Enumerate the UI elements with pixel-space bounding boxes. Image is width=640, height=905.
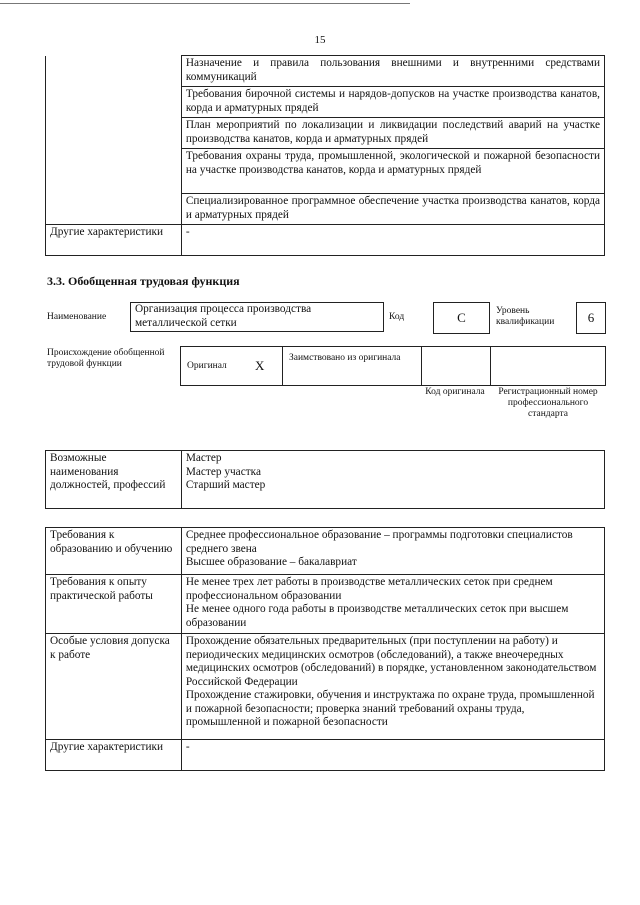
conditions-label: Особые условия допуска к работе (46, 634, 182, 740)
function-name-value: Организация процесса производства металлической сетки (130, 302, 384, 332)
requirement-item: Высшее образование – бакалавриат (185, 556, 357, 568)
reg-number-caption: Регистрационный номер профессионального стандарта (498, 387, 598, 419)
table-cell: Специализированное программное обеспечение участка производства канатов, корда и арматурных прядей (181, 194, 604, 225)
position-item: Мастер участка (185, 465, 261, 478)
other-characteristics-label: Другие характеристики (46, 740, 182, 771)
divider (490, 347, 491, 385)
other-characteristics-value: - (181, 225, 604, 256)
requirement-item: Прохождение стажировки, обучения и инструктажа по охране труда, промышленной и пожарной безопасности; проверка знаний требований охраны труда, промышленной и пожарной безопасности (185, 689, 595, 728)
original-mark: X (255, 358, 265, 373)
table-cell: Требования охраны труда, промышленной, экологической и пожарной безопасности на участке производства канатов, корда и арматурных прядей (181, 149, 604, 194)
original-label: Оригинал (187, 361, 227, 371)
origin-box (180, 346, 606, 386)
requirements-table (45, 527, 605, 771)
requirement-item: Среднее профессиональное образование – программы подготовки специалистов среднего звена (185, 529, 573, 555)
requirement-item: Не менее трех лет работы в производстве металлических сеток при среднем профессиональном образовании (185, 576, 553, 602)
other-characteristics-label: Другие характеристики (46, 225, 182, 256)
page-number: 15 (314, 34, 326, 46)
experience-values (181, 575, 604, 634)
positions-values (181, 451, 604, 509)
name-label: Наименование (47, 312, 107, 322)
knowledge-table (45, 55, 605, 256)
other-characteristics-value: - (181, 740, 604, 771)
level-value: 6 (576, 302, 606, 334)
position-item: Старший мастер (185, 479, 266, 491)
top-edge-line (0, 3, 410, 4)
table-row (46, 634, 605, 740)
table-row (46, 451, 605, 509)
experience-label: Требования к опыту практической работы (46, 575, 182, 634)
table-cell: Требования бирочной системы и нарядов-допусков на участке производства канатов, корда и арматурных прядей (181, 87, 604, 118)
positions-table (45, 450, 605, 509)
borrowed-label: Заимствовано из оригинала (289, 353, 401, 363)
section-title: 3.3. Обобщенная трудовая функция (47, 274, 240, 288)
code-label: Код (389, 312, 405, 322)
education-values (181, 528, 604, 575)
table-row (46, 225, 605, 256)
conditions-values (181, 634, 604, 740)
table-cell: План мероприятий по локализации и ликвидации последствий аварий на участке производства канатов, корда и арматурных прядей (181, 118, 604, 149)
divider (421, 347, 422, 385)
table-row (46, 528, 605, 575)
code-original-caption: Код оригинала (425, 387, 485, 397)
table-cell: Назначение и правила пользования внешними и внутренними средствами коммуникаций (181, 56, 604, 87)
table-cell-empty (46, 56, 182, 225)
position-item: Мастер (185, 452, 222, 464)
level-label: Уровень квалификации (496, 306, 555, 327)
requirement-item: Прохождение обязательных предварительных (при поступлении на работу) и периодических медицинских осмотров (обследований), а также внеочередных медицинских осмотров (обследований) в порядке, установленном законодательством Российской Федерации (185, 635, 597, 688)
divider (282, 347, 283, 385)
table-row (46, 56, 605, 87)
positions-label: Возможные наименования должностей, профессий (46, 451, 182, 509)
requirement-item: Не менее одного года работы в производстве металлических сеток при высшем образовании (185, 603, 569, 629)
education-label: Требования к образованию и обучению (46, 528, 182, 575)
origin-label: Происхождение обобщенной трудовой функции (47, 348, 165, 369)
table-row (46, 575, 605, 634)
code-value: C (433, 302, 490, 334)
table-row (46, 740, 605, 771)
